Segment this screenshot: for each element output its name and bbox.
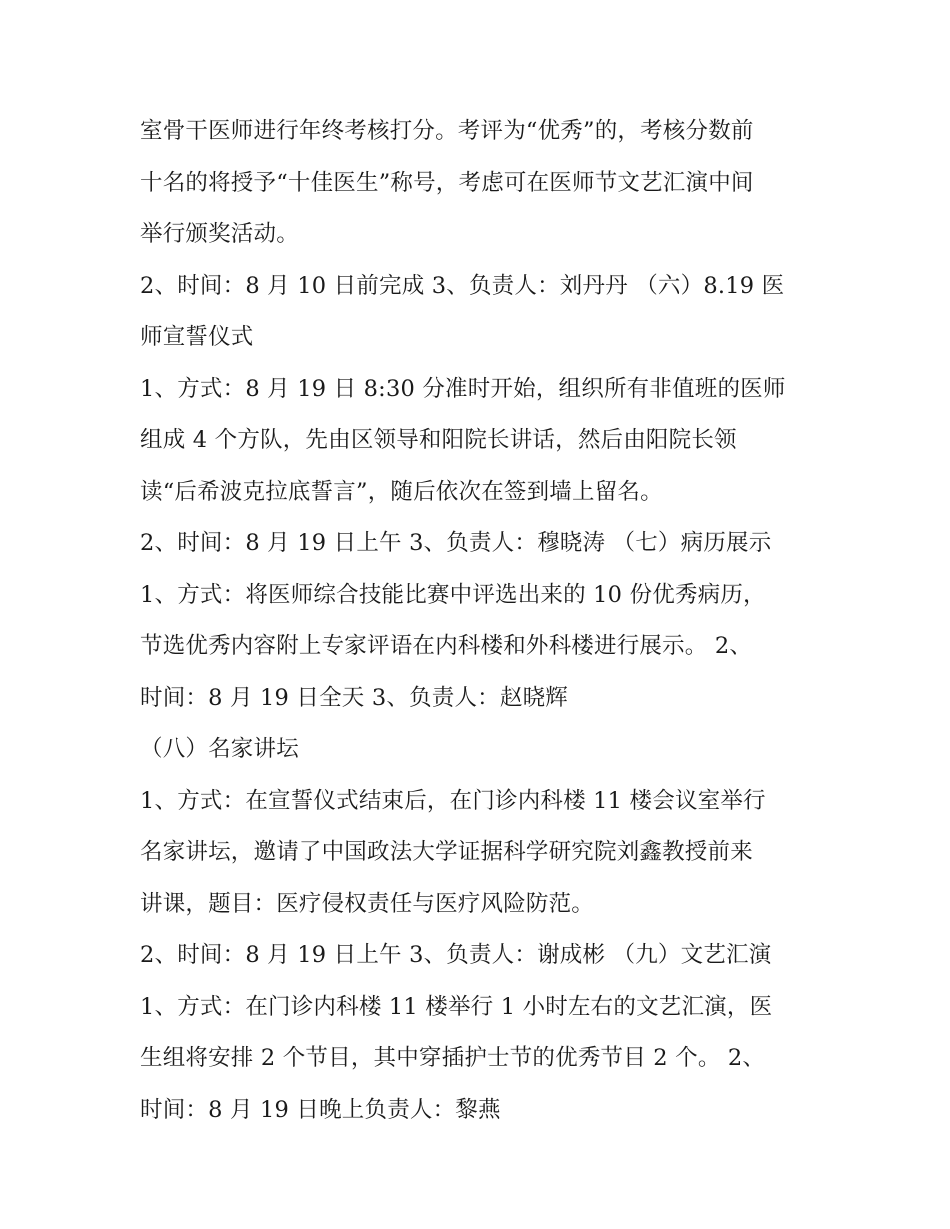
text-line: 1、方式：8 月 19 日 8:30 分准时开始，组织所有非值班的医师 [140, 375, 786, 402]
text-line: 时间：8 月 19 日晚上负责人：黎燕 [140, 1096, 501, 1123]
text-line: 举行颁奖活动。 [140, 221, 299, 247]
text-line: 2、时间：8 月 10 日前完成 3、负责人：刘丹丹 （六）8.19 医 [140, 272, 785, 299]
text-line: 节选优秀内容附上专家评语在内科楼和外科楼进行展示。 2、 [140, 633, 753, 659]
text-line: 读“后希波克拉底誓言”，随后依次在签到墙上留名。 [140, 478, 663, 505]
text-line: 生组将安排 2 个节目，其中穿插护士节的优秀节目 2 个。 2、 [140, 1045, 766, 1071]
text-line: （八）名家讲坛 [140, 736, 299, 762]
text-line: 十名的将授予“十佳医生”称号，考虑可在医师节文艺汇演中间 [140, 169, 754, 196]
text-line: 室骨干医师进行年终考核打分。考评为“优秀”的，考核分数前 [140, 118, 754, 144]
text-line: 时间：8 月 19 日全天 3、负责人：赵晓辉 [140, 684, 568, 711]
text-line: 讲课，题目：医疗侵权责任与医疗风险防范。 [140, 890, 595, 917]
text-line: 1、方式：在宣誓仪式结束后，在门诊内科楼 11 楼会议室举行 [140, 787, 766, 814]
text-line: 2、时间：8 月 19 日上午 3、负责人：穆晓涛 （七）病历展示 [140, 530, 772, 556]
text-line: 2、时间：8 月 19 日上午 3、负责人：谢成彬 （九）文艺汇演 [140, 942, 772, 968]
text-line: 组成 4 个方队，先由区领导和阳院长讲话，然后由阳院长领 [140, 427, 737, 453]
document-body [140, 106, 830, 1136]
text-line: 名家讲坛，邀请了中国政法大学证据科学研究院刘鑫教授前来 [140, 839, 753, 865]
text-line: 师宣誓仪式 [140, 324, 254, 350]
text-line: 1、方式：在门诊内科楼 11 楼举行 1 小时左右的文艺汇演，医 [140, 993, 773, 1020]
text-line: 1、方式：将医师综合技能比赛中评选出来的 10 份优秀病历， [140, 581, 766, 608]
